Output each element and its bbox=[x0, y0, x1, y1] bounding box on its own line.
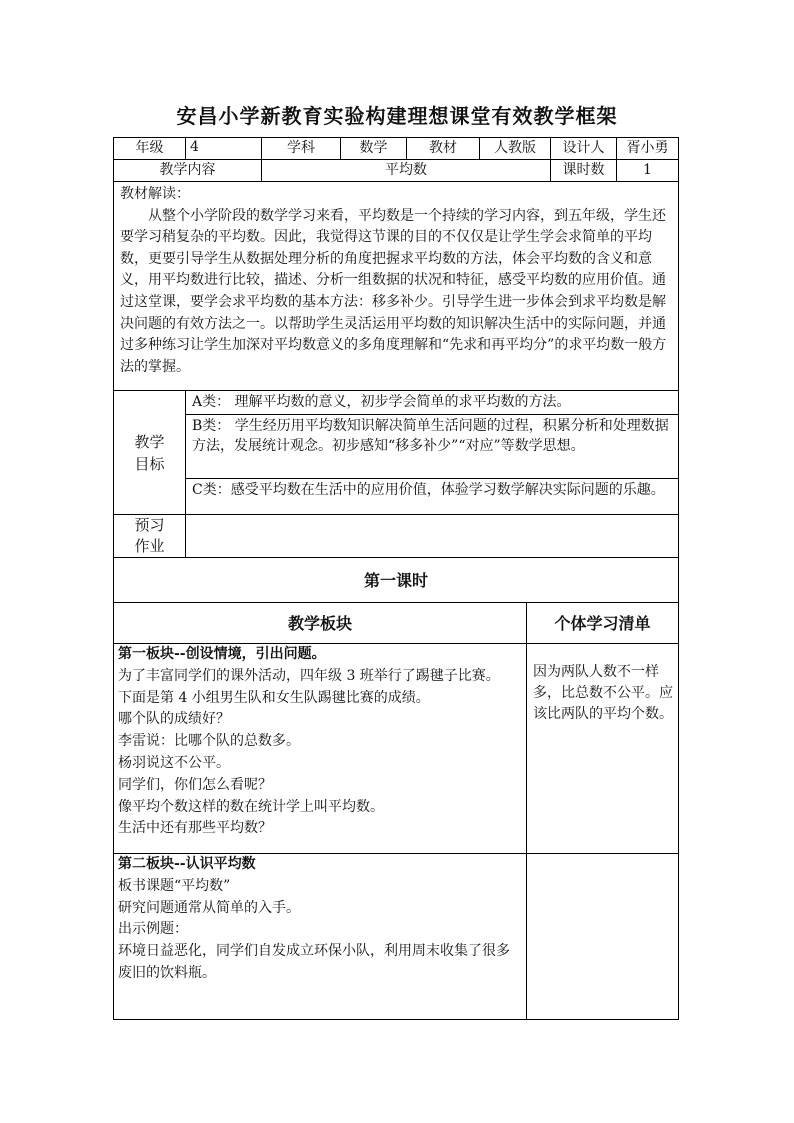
block-row-1 bbox=[114, 644, 678, 854]
analysis-cell bbox=[114, 182, 678, 390]
block-2-line: 研究问题通常从简单的入手。 bbox=[118, 899, 300, 916]
block-2-content bbox=[114, 854, 527, 1019]
block-1-line: 同学们，你们怎么看呢？ bbox=[118, 776, 272, 793]
block-1-line: 杨羽说这不公平。 bbox=[118, 754, 230, 771]
designer-value: 胥小勇 bbox=[626, 140, 669, 156]
block-1-line: 为了丰富同学们的课外活动，四年级 3 班举行了踢毽子比赛。 bbox=[118, 667, 500, 684]
analysis-heading: 教材解读： bbox=[120, 186, 190, 202]
subject-value: 数学 bbox=[341, 138, 407, 159]
block-1-content bbox=[114, 644, 527, 853]
content-label: 教学内容 bbox=[114, 160, 262, 181]
block-1-line: 生活中还有那些平均数？ bbox=[118, 820, 272, 837]
lesson-heading-row bbox=[114, 558, 678, 603]
preview-label: 预习 作业 bbox=[114, 515, 186, 557]
subject-label: 学科 bbox=[262, 138, 341, 159]
block-2-title: 第二板块--认识平均数 bbox=[118, 856, 256, 872]
column-header-blocks: 教学板块 bbox=[114, 603, 527, 643]
block-row-2 bbox=[114, 854, 678, 1019]
lesson-plan-table bbox=[113, 137, 679, 1020]
analysis-paragraph: 从整个小学阶段的数学学习来看，平均数是一个持续的学习内容，到五年级，学生还要学习稍复杂的平均数。因此，我觉得这节课的目的不仅仅是让学生学会求简单的平均数，更要引导学生从数据处理分析的角度把握求平均数的方法，体会平均数的含义和意义，用平均数进行比较，描述、分析一组数据的状况和特征，感受平均数的应用价值。通过这堂课，要学会求平均数的基本方法：移多补少。引导学生进一步体会到求平均数是解决问题的有效方法之一。以帮助学生灵活运用平均数的知识解决生活中的实际问题，并通过多种练习让学生加深对平均数意义的多角度理解和“先求和再平均分”的求平均数一般方法的掌握。 bbox=[120, 207, 667, 375]
info-row-1 bbox=[114, 138, 678, 160]
grade-value: 4 bbox=[186, 138, 262, 159]
document-title: 安昌小学新教育实验构建理想课堂有效教学框架 bbox=[176, 104, 618, 128]
analysis-row bbox=[114, 182, 678, 391]
block-2-line: 出示例题： bbox=[118, 921, 188, 938]
objective-b: B类： 学生经历用平均数知识解决简单生活问题的过程，积累分析和处理数据方法，发展统计观念。初步感知“移多补少”“对应”等数学思想。 bbox=[186, 415, 678, 479]
textbook-label: 教材 bbox=[407, 138, 480, 159]
preview-value bbox=[186, 515, 678, 557]
column-header-checklist: 个体学习清单 bbox=[554, 613, 651, 633]
block-1-line: 李雷说：比哪个队的总数多。 bbox=[118, 733, 300, 750]
info-row-2 bbox=[114, 160, 678, 182]
hours-label: 课时数 bbox=[551, 160, 617, 181]
objective-c: C类：感受平均数在生活中的应用价值，体验学习数学解决实际问题的乐趣。 bbox=[192, 482, 665, 498]
block-2-line: 环境日益恶化，同学们自发成立环保小队，利用周末收集了很多废旧的饮料瓶。 bbox=[118, 943, 510, 981]
block-1-line: 像平均个数这样的数在统计学上叫平均数。 bbox=[118, 798, 384, 815]
block-1-note: 因为两队人数不一样多，比总数不公平。应该比两队的平均个数。 bbox=[533, 664, 673, 722]
objectives-label: 教学 目标 bbox=[114, 391, 186, 514]
lesson-heading: 第一课时 bbox=[363, 570, 428, 590]
grade-label: 年级 bbox=[114, 138, 186, 159]
block-2-line: 板书课题“平均数” bbox=[118, 877, 231, 894]
column-header-row bbox=[114, 603, 678, 644]
objective-a: A类： 理解平均数的意义，初步学会简单的求平均数的方法。 bbox=[186, 391, 678, 415]
block-1-line: 下面是第 4 小组男生队和女生队踢毽比赛的成绩。 bbox=[118, 689, 430, 706]
block-1-title: 第一板块--创设情境，引出问题。 bbox=[118, 646, 326, 662]
objectives-row bbox=[114, 391, 678, 515]
designer-label: 设计人 bbox=[551, 138, 617, 159]
content-value: 平均数 bbox=[262, 160, 551, 181]
textbook-value: 人教版 bbox=[480, 138, 551, 159]
preview-row bbox=[114, 515, 678, 558]
objectives-list bbox=[186, 391, 678, 514]
block-1-line: 哪个队的成绩好？ bbox=[118, 711, 230, 728]
block-2-note bbox=[527, 854, 678, 1019]
hours-value: 1 bbox=[643, 162, 652, 178]
